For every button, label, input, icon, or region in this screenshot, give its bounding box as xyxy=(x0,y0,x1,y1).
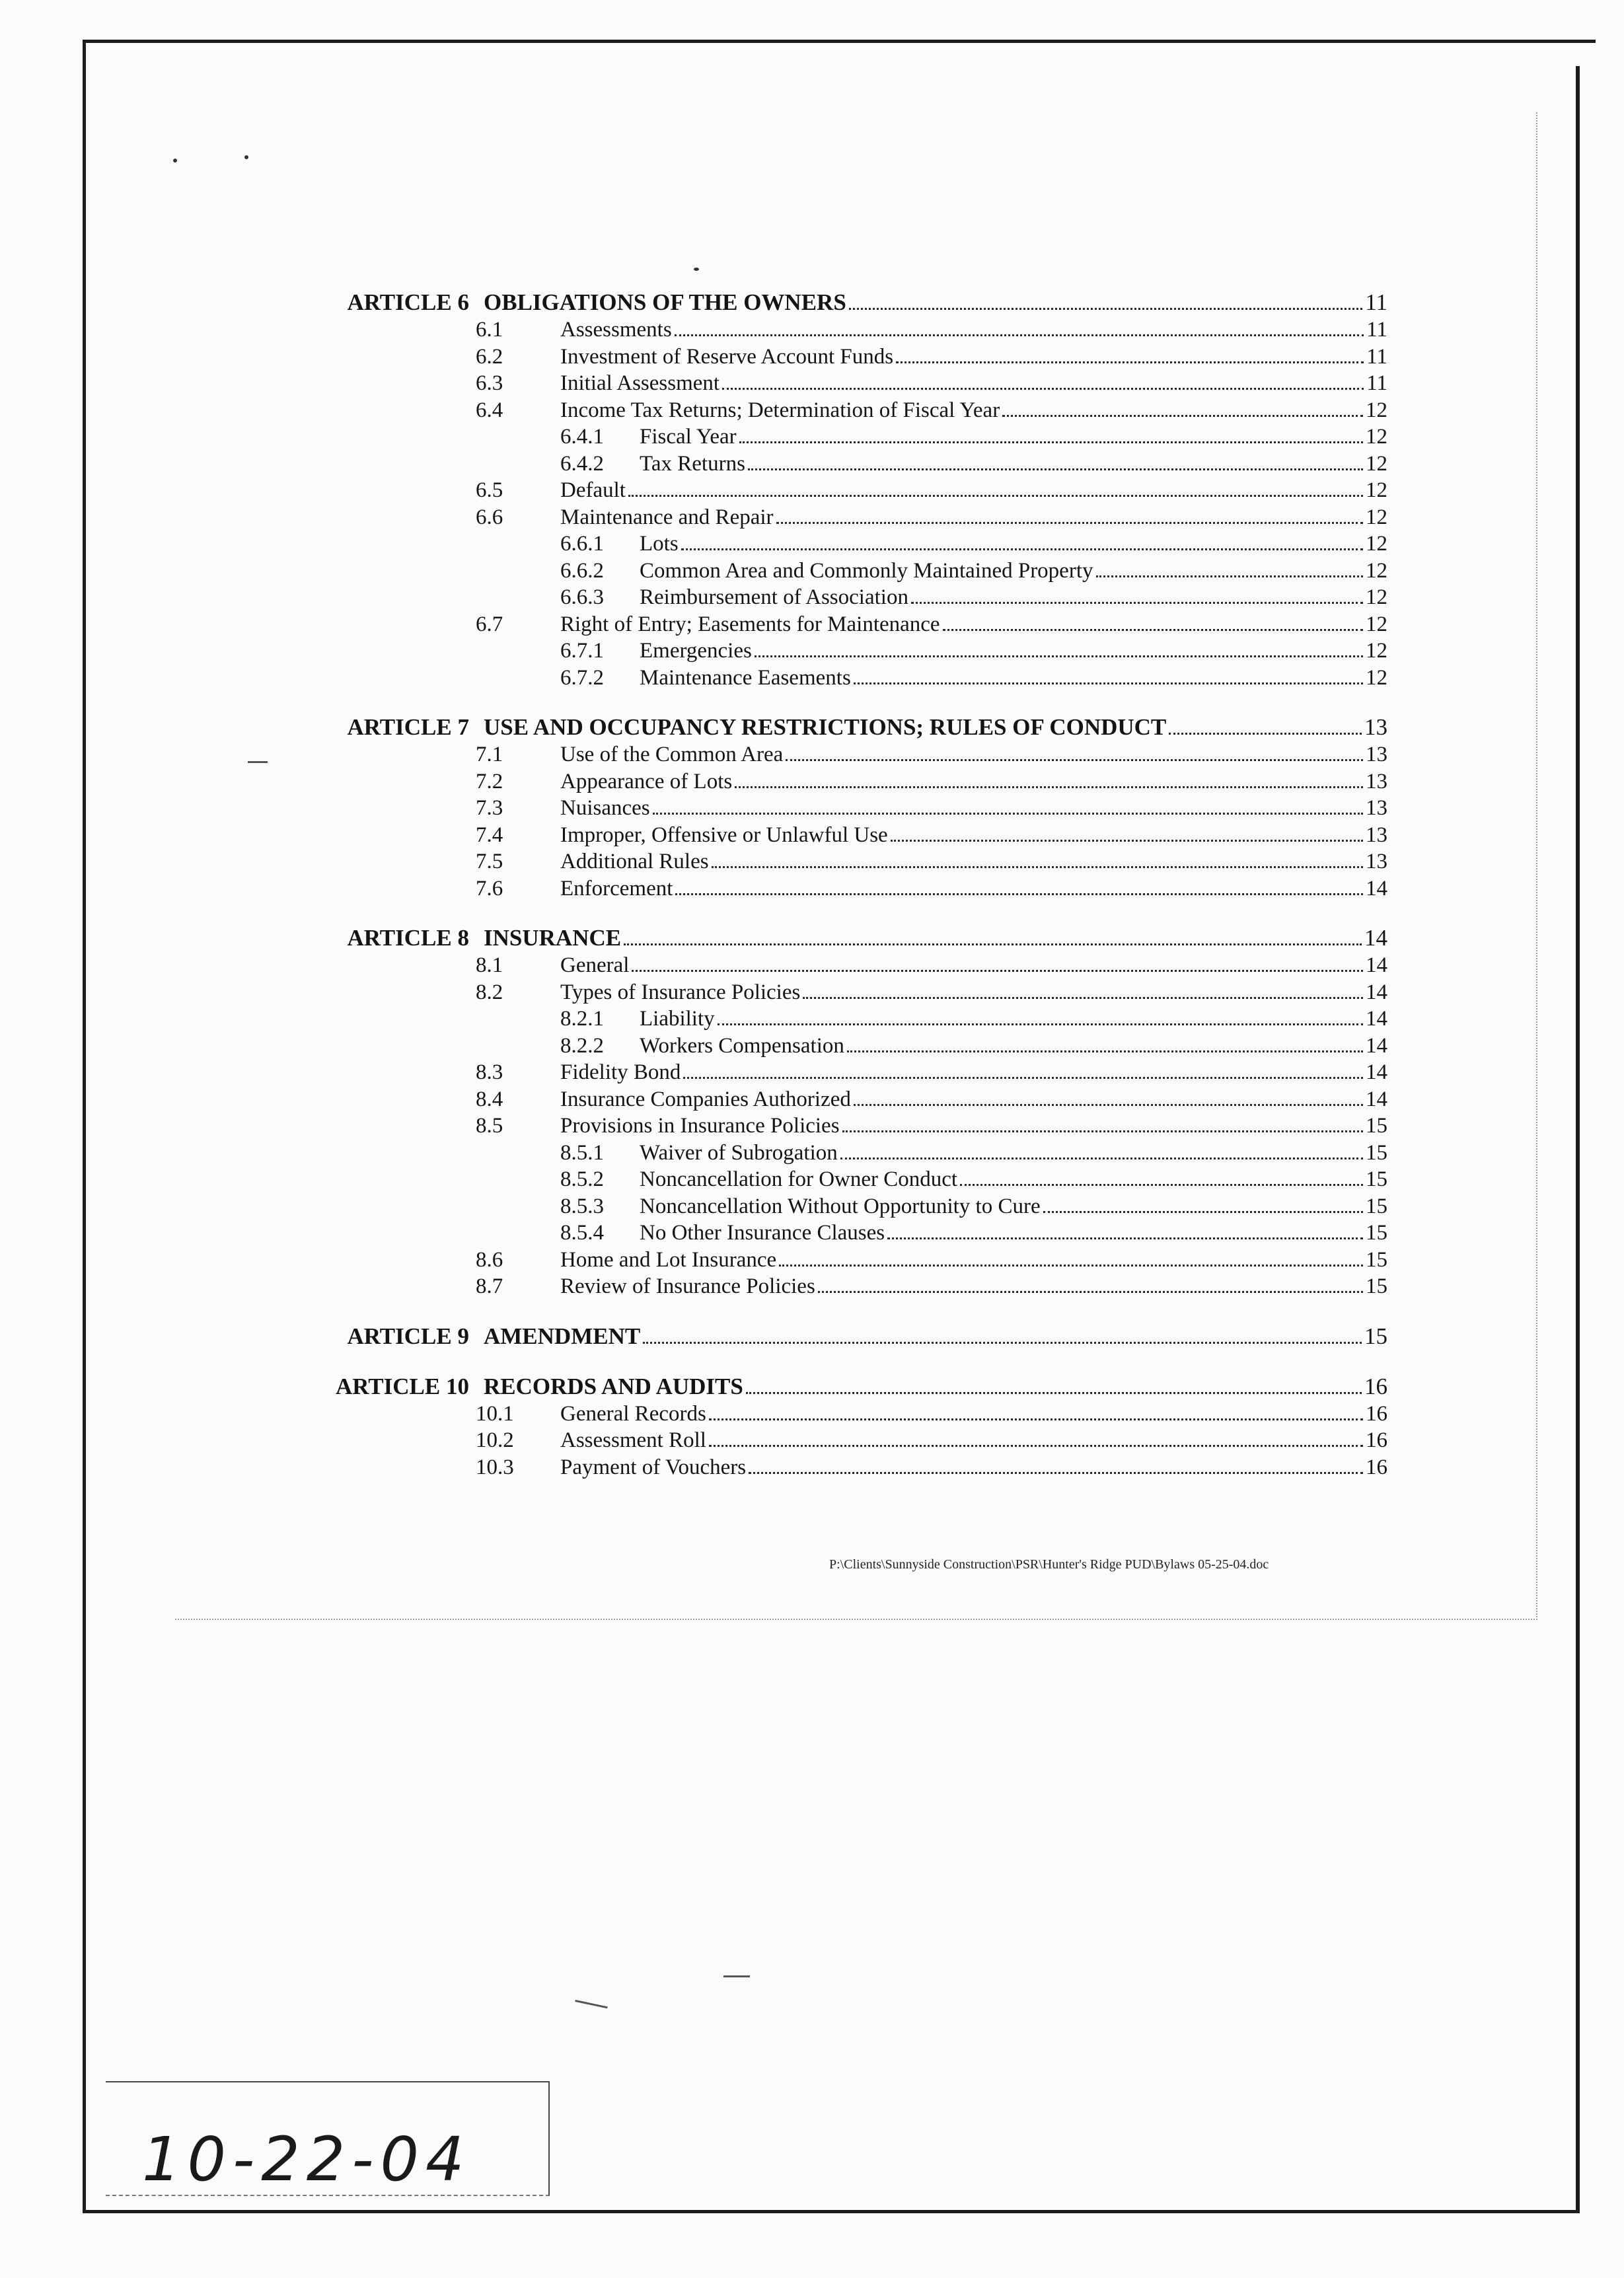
page-frame-top xyxy=(83,40,1596,43)
toc-article-heading xyxy=(304,714,1387,741)
toc-entry-page: 15 xyxy=(1366,1247,1387,1272)
toc-entry-number: 8.2 xyxy=(476,980,503,1004)
toc-entry-page: 12 xyxy=(1366,398,1387,422)
toc-entry-title: Additional Rules xyxy=(560,850,709,873)
toc-entry-number: 8.6 xyxy=(476,1247,503,1272)
toc-entry-page: 14 xyxy=(1366,1033,1387,1058)
dot-leader xyxy=(847,1050,1363,1052)
dot-leader xyxy=(709,1418,1363,1420)
toc-entry xyxy=(304,1059,1387,1086)
toc-article-section xyxy=(304,924,1387,1300)
toc-entry-number: 6.7 xyxy=(476,612,503,636)
dot-leader xyxy=(632,970,1363,972)
toc-entry-number: 7.2 xyxy=(476,769,503,793)
toc-entry-number: 7.5 xyxy=(476,850,503,873)
dot-leader xyxy=(960,1184,1363,1186)
dot-leader xyxy=(735,786,1363,788)
toc-entry-title: Noncancellation Without Opportunity to Cure xyxy=(640,1194,1041,1218)
toc-entry-page: 13 xyxy=(1366,823,1387,847)
toc-entry-number: ARTICLE 8 xyxy=(347,925,469,951)
toc-entry-number: 6.1 xyxy=(476,318,503,342)
dot-leader xyxy=(755,655,1363,657)
dot-leader xyxy=(722,388,1364,390)
toc-entry-title: Types of Insurance Policies xyxy=(560,980,801,1004)
toc-entry-number: 8.5.2 xyxy=(560,1167,604,1191)
file-path-footer: P:\Clients\Sunnyside Construction\PSR\Hunter's Ridge PUD\Bylaws 05-25-04.doc xyxy=(829,1557,1269,1572)
toc-entry-title: Lots xyxy=(640,532,679,556)
dot-leader xyxy=(1043,1211,1363,1213)
toc-entry xyxy=(304,1454,1387,1481)
toc-entry-page: 15 xyxy=(1366,1194,1387,1218)
toc-entry xyxy=(304,1401,1387,1428)
toc-entry xyxy=(304,1427,1387,1454)
toc-entry-number: 6.7.2 xyxy=(560,665,604,690)
toc-entry-number: 8.5.1 xyxy=(560,1140,604,1165)
toc-entry-page: 15 xyxy=(1366,1167,1387,1191)
dot-leader xyxy=(643,1342,1362,1344)
toc-entry-number: 8.4 xyxy=(476,1087,503,1111)
toc-entry xyxy=(304,531,1387,558)
scan-speck xyxy=(244,155,248,159)
toc-entry xyxy=(304,795,1387,822)
toc-entry xyxy=(304,665,1387,692)
toc-entry-title: AMENDMENT xyxy=(484,1323,641,1349)
toc-article-heading xyxy=(304,924,1387,952)
toc-entry-page: 12 xyxy=(1366,639,1387,663)
toc-entry-title: RECORDS AND AUDITS xyxy=(484,1373,743,1399)
toc-entry-page: 13 xyxy=(1366,796,1387,820)
toc-entry-title: OBLIGATIONS OF THE OWNERS xyxy=(484,289,846,315)
toc-article-heading xyxy=(304,289,1387,316)
toc-entry-page: 13 xyxy=(1364,714,1387,740)
toc-entry xyxy=(304,875,1387,902)
toc-entry xyxy=(304,477,1387,504)
toc-entry xyxy=(304,638,1387,665)
toc-entry-title: General Records xyxy=(560,1401,706,1426)
toc-entry-page: 12 xyxy=(1366,612,1387,636)
toc-entry-page: 11 xyxy=(1366,318,1387,342)
scan-speck xyxy=(173,159,177,163)
toc-entry-number: ARTICLE 9 xyxy=(347,1323,469,1349)
dot-leader xyxy=(746,1392,1362,1394)
toc-entry-number: 7.6 xyxy=(476,876,503,900)
toc-entry-title: Workers Compensation xyxy=(640,1033,844,1058)
toc-entry xyxy=(304,611,1387,638)
toc-entry-page: 14 xyxy=(1366,1087,1387,1111)
toc-entry-title: Enforcement xyxy=(560,876,673,900)
page-frame-bottom xyxy=(83,2210,1579,2213)
dot-leader xyxy=(739,441,1363,443)
toc-entry-title: Payment of Vouchers xyxy=(560,1455,747,1479)
toc-entry-number: 8.5.3 xyxy=(560,1194,604,1218)
toc-entry-page: 14 xyxy=(1366,953,1387,977)
dot-leader xyxy=(628,495,1363,497)
dot-leader xyxy=(779,1265,1363,1267)
dot-leader xyxy=(911,602,1363,604)
toc-entry-page: 12 xyxy=(1366,558,1387,583)
toc-article-section xyxy=(304,289,1387,691)
toc-entry-page: 12 xyxy=(1366,425,1387,449)
toc-entry-number: 10.2 xyxy=(476,1428,514,1452)
toc-entry-page: 13 xyxy=(1366,850,1387,873)
toc-entry xyxy=(304,1247,1387,1274)
toc-entry xyxy=(304,979,1387,1006)
toc-entry xyxy=(304,768,1387,795)
toc-entry-title: Provisions in Insurance Policies xyxy=(560,1114,840,1138)
toc-entry-page: 15 xyxy=(1366,1274,1387,1298)
toc-entry-number: 10.1 xyxy=(476,1401,514,1426)
dot-leader xyxy=(748,468,1363,470)
dot-leader xyxy=(840,1157,1363,1159)
toc-entry-title: INSURANCE xyxy=(484,925,622,951)
toc-entry-title: Improper, Offensive or Unlawful Use xyxy=(560,823,888,847)
toc-entry xyxy=(304,370,1387,397)
toc-entry-title: Use of the Common Area xyxy=(560,743,784,766)
toc-entry xyxy=(304,848,1387,875)
toc-entry-title: Assessments xyxy=(560,318,672,342)
toc-entry-title: No Other Insurance Clauses xyxy=(640,1221,885,1245)
toc-entry-title: Insurance Companies Authorized xyxy=(560,1087,851,1111)
toc-entry-number: 8.7 xyxy=(476,1274,503,1298)
toc-entry-number: 6.6.1 xyxy=(560,532,604,556)
toc-entry xyxy=(304,344,1387,371)
toc-entry-title: Home and Lot Insurance xyxy=(560,1247,777,1272)
toc-entry-page: 14 xyxy=(1366,876,1387,900)
toc-entry xyxy=(304,397,1387,424)
toc-entry-page: 11 xyxy=(1366,371,1387,395)
page-frame-right xyxy=(1576,66,1580,2213)
toc-entry-page: 16 xyxy=(1364,1373,1387,1399)
toc-article-section xyxy=(304,1373,1387,1481)
toc-entry-page: 16 xyxy=(1366,1455,1387,1479)
toc-entry-page: 14 xyxy=(1366,1007,1387,1031)
toc-entry-title: Emergencies xyxy=(640,639,752,663)
toc-entry-number: ARTICLE 6 xyxy=(347,289,469,315)
dot-leader xyxy=(1002,415,1363,417)
dot-leader xyxy=(709,1445,1363,1447)
toc-entry-number: 8.2.2 xyxy=(560,1033,604,1058)
toc-entry xyxy=(304,1006,1387,1033)
toc-entry xyxy=(304,423,1387,451)
toc-entry-title: Waiver of Subrogation xyxy=(640,1140,838,1165)
toc-entry-number: 6.7.1 xyxy=(560,639,604,663)
dot-leader xyxy=(786,759,1363,761)
toc-entry-page: 15 xyxy=(1366,1114,1387,1138)
toc-entry xyxy=(304,451,1387,478)
toc-entry-title: Income Tax Returns; Determination of Fiscal Year xyxy=(560,398,1000,422)
toc-entry-title: Maintenance and Repair xyxy=(560,505,774,529)
toc-entry-page: 12 xyxy=(1366,505,1387,529)
toc-entry-number: 6.5 xyxy=(476,478,503,502)
toc-article-heading xyxy=(304,1373,1387,1401)
dot-leader xyxy=(818,1291,1363,1293)
dot-leader xyxy=(891,840,1363,842)
toc-entry xyxy=(304,1166,1387,1193)
toc-entry-page: 12 xyxy=(1366,665,1387,690)
toc-article-section xyxy=(304,1323,1387,1350)
scan-mark xyxy=(723,1975,750,1977)
toc-entry-page: 13 xyxy=(1366,743,1387,766)
scan-mark xyxy=(248,761,268,763)
toc-entry-number: ARTICLE 10 xyxy=(335,1373,469,1399)
table-of-contents xyxy=(304,289,1387,1503)
dot-leader xyxy=(1169,733,1362,735)
toc-entry-page: 15 xyxy=(1364,1323,1387,1349)
toc-entry-page: 11 xyxy=(1365,289,1387,315)
dot-leader xyxy=(624,943,1362,945)
toc-entry xyxy=(304,1140,1387,1167)
dot-leader xyxy=(887,1237,1363,1239)
dot-leader xyxy=(675,893,1363,895)
toc-entry-number: 8.1 xyxy=(476,953,503,977)
toc-entry xyxy=(304,741,1387,768)
toc-entry-number: ARTICLE 7 xyxy=(347,714,469,740)
toc-entry-number: 7.4 xyxy=(476,823,503,847)
toc-entry-title: Liability xyxy=(640,1007,715,1031)
dot-leader xyxy=(854,682,1363,684)
toc-entry-page: 12 xyxy=(1366,451,1387,476)
dot-leader xyxy=(718,1023,1363,1025)
toc-article-heading xyxy=(304,1323,1387,1350)
toc-entry xyxy=(304,1033,1387,1060)
toc-entry-title: Maintenance Easements xyxy=(640,665,851,690)
toc-entry xyxy=(304,952,1387,979)
toc-entry-page: 16 xyxy=(1366,1428,1387,1452)
toc-entry-title: Review of Insurance Policies xyxy=(560,1274,815,1298)
toc-entry-page: 16 xyxy=(1366,1401,1387,1426)
toc-entry-number: 8.3 xyxy=(476,1060,503,1084)
toc-entry-number: 6.4 xyxy=(476,398,503,422)
dot-leader xyxy=(854,1104,1363,1106)
toc-entry-number: 6.3 xyxy=(476,371,503,395)
toc-entry-title: Fidelity Bond xyxy=(560,1060,681,1084)
page-frame-left xyxy=(83,40,86,2213)
toc-entry-number: 10.3 xyxy=(476,1455,514,1479)
toc-entry-number: 7.1 xyxy=(476,743,503,766)
toc-entry-page: 12 xyxy=(1366,532,1387,556)
toc-entry-page: 14 xyxy=(1366,1060,1387,1084)
toc-entry-number: 6.6.2 xyxy=(560,558,604,583)
toc-entry xyxy=(304,1193,1387,1220)
toc-entry-number: 6.4.2 xyxy=(560,451,604,476)
toc-entry-title: Appearance of Lots xyxy=(560,769,733,793)
toc-entry-title: Tax Returns xyxy=(640,451,745,476)
toc-entry-title: Common Area and Commonly Maintained Property xyxy=(640,558,1093,583)
toc-entry-page: 14 xyxy=(1364,925,1387,951)
toc-entry-page: 12 xyxy=(1366,478,1387,502)
toc-entry-page: 15 xyxy=(1366,1221,1387,1245)
dot-leader xyxy=(683,1077,1363,1079)
toc-entry-page: 11 xyxy=(1366,344,1387,369)
toc-entry xyxy=(304,316,1387,344)
dot-leader xyxy=(842,1130,1363,1132)
scan-mark xyxy=(575,2000,608,2008)
toc-entry-number: 8.5.4 xyxy=(560,1221,604,1245)
toc-entry-page: 12 xyxy=(1366,585,1387,609)
toc-entry-title: Noncancellation for Owner Conduct xyxy=(640,1167,958,1191)
dot-leader xyxy=(749,1472,1363,1474)
dot-leader xyxy=(896,361,1364,363)
dot-leader xyxy=(675,334,1364,336)
toc-entry-number: 7.3 xyxy=(476,796,503,820)
dot-leader xyxy=(1096,575,1364,577)
toc-entry-title: Fiscal Year xyxy=(640,425,737,449)
toc-entry-title: General xyxy=(560,953,630,977)
toc-article-section xyxy=(304,714,1387,902)
toc-entry-title: Initial Assessment xyxy=(560,371,720,395)
toc-entry-page: 15 xyxy=(1366,1140,1387,1165)
toc-entry-title: Assessment Roll xyxy=(560,1428,706,1452)
dot-leader xyxy=(803,997,1363,999)
dot-leader xyxy=(681,548,1363,550)
dot-leader xyxy=(653,813,1363,815)
toc-entry xyxy=(304,1113,1387,1140)
toc-entry-title: Right of Entry; Easements for Maintenance xyxy=(560,612,940,636)
toc-entry xyxy=(304,558,1387,585)
dot-leader xyxy=(776,522,1363,524)
toc-entry-number: 6.6.3 xyxy=(560,585,604,609)
toc-entry-page: 14 xyxy=(1366,980,1387,1004)
toc-entry xyxy=(304,1086,1387,1113)
toc-entry-number: 6.4.1 xyxy=(560,425,604,449)
dot-leader xyxy=(943,629,1363,631)
toc-entry-number: 8.2.1 xyxy=(560,1007,604,1031)
toc-entry xyxy=(304,584,1387,611)
toc-entry-title: Investment of Reserve Account Funds xyxy=(560,344,894,369)
toc-entry xyxy=(304,504,1387,531)
scan-speck xyxy=(694,268,699,271)
toc-entry-title: Reimbursement of Association xyxy=(640,585,908,609)
dot-leader xyxy=(849,308,1363,310)
toc-entry-number: 6.2 xyxy=(476,344,503,369)
toc-entry-page: 13 xyxy=(1366,769,1387,793)
toc-entry xyxy=(304,1220,1387,1247)
toc-entry-title: Default xyxy=(560,478,626,502)
toc-entry-title: USE AND OCCUPANCY RESTRICTIONS; RULES OF CONDUCT xyxy=(484,714,1167,740)
toc-entry-title: Nuisances xyxy=(560,796,650,820)
toc-entry xyxy=(304,822,1387,849)
toc-entry xyxy=(304,1273,1387,1300)
dot-leader xyxy=(712,866,1363,868)
toc-entry-number: 8.5 xyxy=(476,1114,503,1138)
toc-entry-number: 6.6 xyxy=(476,505,503,529)
handwritten-date: 10-22-04 xyxy=(142,2124,471,2195)
